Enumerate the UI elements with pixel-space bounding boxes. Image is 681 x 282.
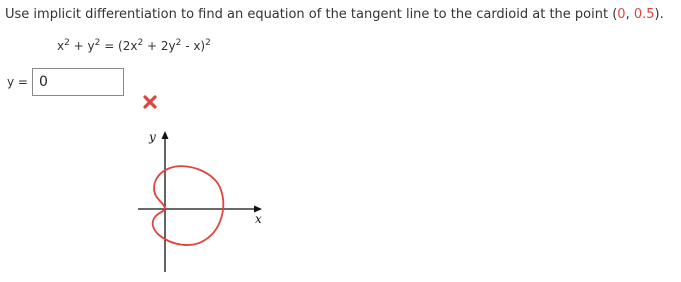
eq-exponent-5: 2	[205, 38, 211, 48]
eq-part-rhs-open: = (2x	[100, 39, 138, 53]
point-y-value: 0.5	[633, 7, 655, 22]
cardioid-graph	[130, 124, 270, 274]
incorrect-x-icon-strokes	[145, 97, 155, 107]
point-x-value: 0	[617, 7, 626, 22]
answer-input[interactable]	[32, 68, 124, 96]
question-text	[5, 6, 664, 24]
y-axis-arrow-icon	[162, 131, 169, 139]
incorrect-x-icon	[142, 94, 158, 110]
x-axis-label: x	[255, 212, 262, 226]
point-close-paren: ).	[654, 7, 664, 22]
eq-part-x: x	[57, 39, 65, 53]
point-comma: ,	[625, 7, 634, 22]
y-axis-label: y	[149, 130, 156, 144]
answer-label: y =	[7, 75, 28, 89]
eq-part-plus-2y: + 2y	[143, 39, 176, 53]
answer-row	[7, 66, 124, 98]
eq-exponent-2: 2	[94, 38, 101, 48]
cardioid-equation	[57, 38, 211, 54]
eq-exponent-1: 2	[64, 38, 70, 48]
eq-exponent-4: 2	[175, 38, 182, 48]
eq-exponent-3: 2	[137, 38, 144, 48]
eq-part-plus-y: + y	[69, 39, 95, 53]
point-open-paren: (	[612, 7, 618, 22]
question-prefix: Use implicit differentiation to find an equation of the tangent line to the cardioid at the point	[5, 7, 613, 22]
cardioid-curve	[153, 166, 224, 245]
eq-part-minus-x: - x)	[181, 39, 206, 53]
